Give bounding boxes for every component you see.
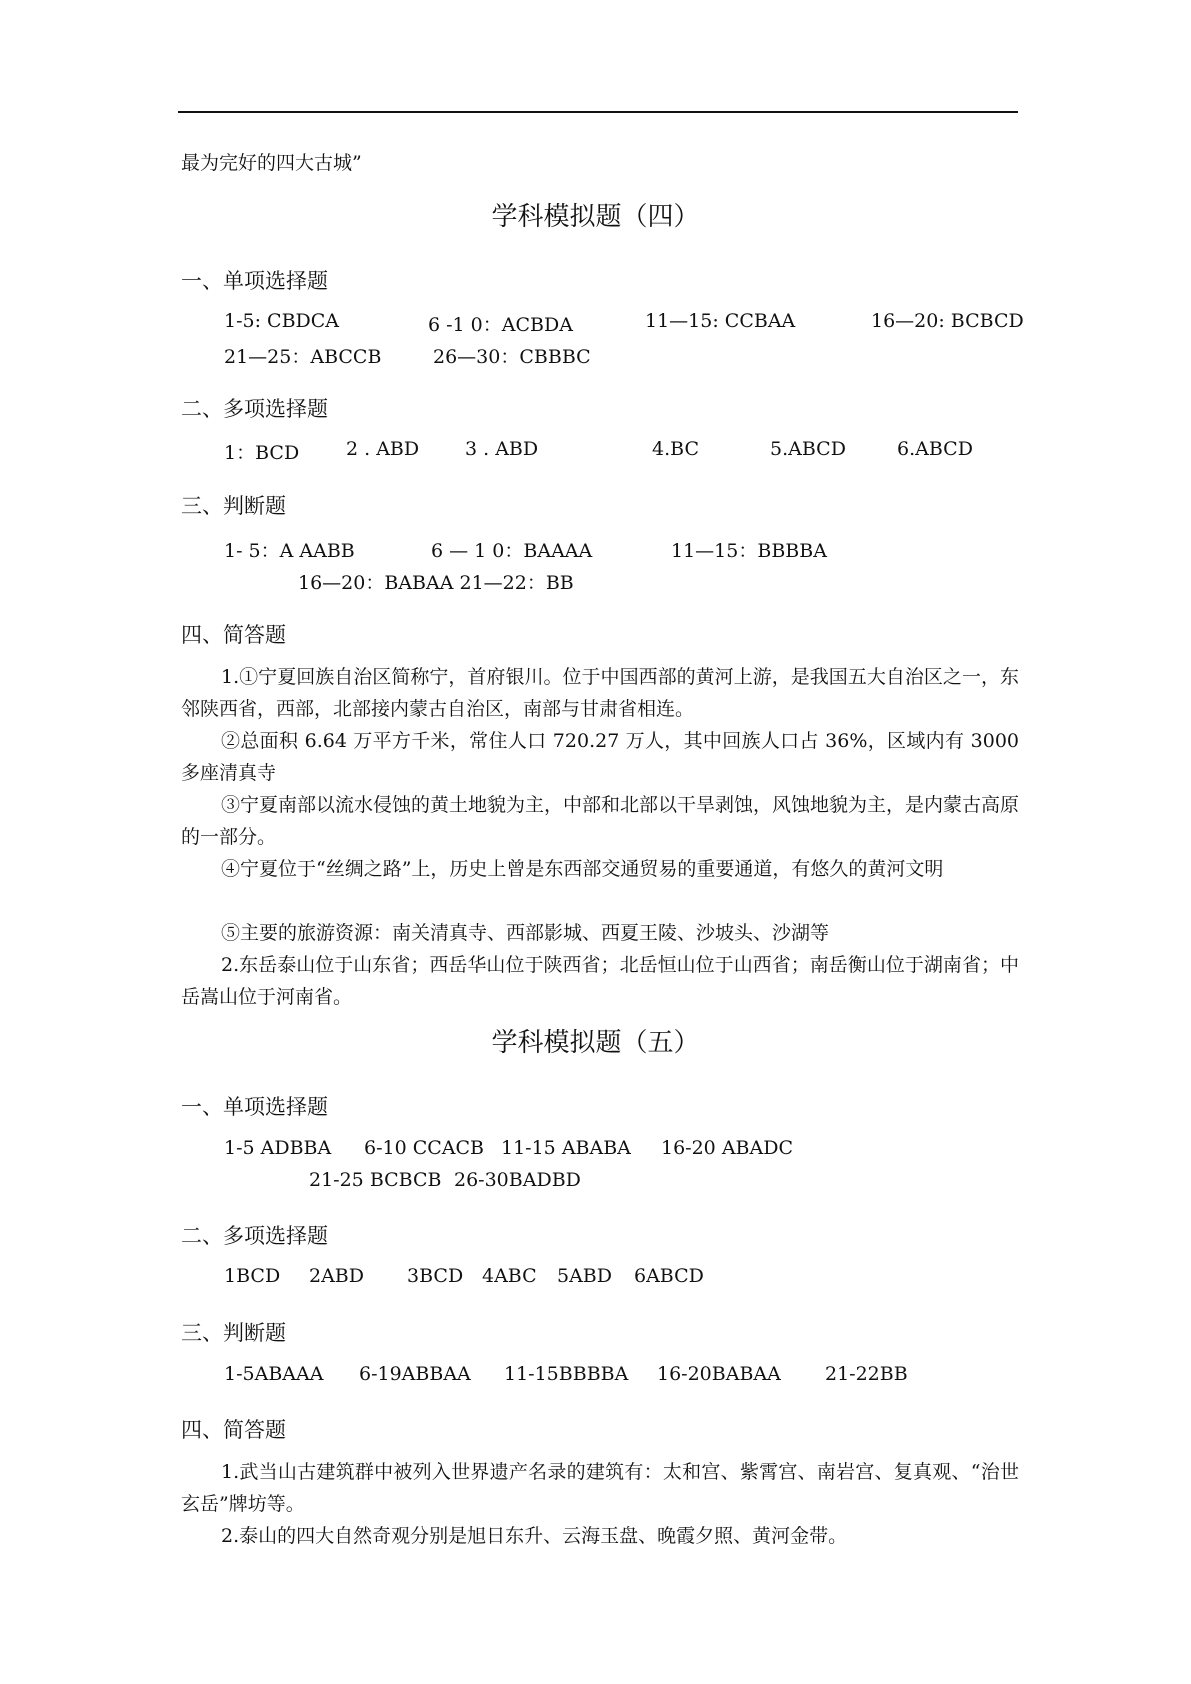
answer-item: 6ABCD: [634, 1265, 704, 1287]
answer-item: 16-20 ABADC: [661, 1137, 793, 1159]
answer-item: 11—15: CCBAA: [645, 310, 796, 332]
answer-paragraph: ④宁夏位于“丝绸之路”上，历史上曾是东西部交通贸易的重要通道，有悠久的黄河文明: [221, 858, 944, 880]
answer-item: 26-30BADBD: [454, 1169, 581, 1191]
answer-item: 3 . ABD: [465, 438, 539, 460]
answer-item: 6.ABCD: [897, 438, 973, 460]
answer-paragraph: ⑤主要的旅游资源：南关清真寺、西部影城、西夏王陵、沙坡头、沙湖等: [221, 922, 830, 944]
answer-item: 1- 5：A AABB: [224, 540, 355, 562]
answer-item: 6 — 1 0：BAAAA: [431, 540, 593, 562]
answer-item: 1BCD: [224, 1265, 281, 1287]
heading-judgement-5: 三、判断题: [181, 1321, 286, 1345]
answer-paragraph: ③宁夏南部以流水侵蚀的黄土地貌为主，中部和北部以干旱剥蚀，风蚀地貌为主，是内蒙古高原的一部分。: [181, 794, 1020, 848]
heading-multi-choice-4: 二、多项选择题: [181, 397, 328, 421]
heading-single-choice-5: 一、单项选择题: [181, 1095, 328, 1119]
answer-item: 16—20: BCBCD: [871, 310, 1024, 332]
answer-item: 21-22BB: [825, 1363, 908, 1385]
section-title-4: 学科模拟题（四）: [491, 202, 700, 232]
section-title-5: 学科模拟题（五）: [491, 1028, 700, 1058]
answer-item: 5ABD: [557, 1265, 613, 1287]
answer-item: 6 -1 0：ACBDA: [428, 314, 573, 336]
heading-single-choice-4: 一、单项选择题: [181, 269, 328, 293]
header-rule: [178, 111, 1018, 113]
heading-short-answer-4: 四、简答题: [181, 623, 286, 647]
answer-item: 6-19ABBAA: [359, 1363, 471, 1385]
answer-item: 21—25：ABCCB: [224, 346, 382, 368]
answer-item: 5.ABCD: [770, 438, 846, 460]
answer-item: 11—15：BBBBA: [671, 540, 827, 562]
answer-item: 11-15BBBBA: [504, 1363, 629, 1385]
answer-item: 3BCD: [407, 1265, 464, 1287]
answer-item: 26—30：CBBBC: [433, 346, 591, 368]
heading-judgement-4: 三、判断题: [181, 494, 286, 518]
answer-item: 1-5: CBDCA: [224, 310, 340, 332]
answer-item: 2 . ABD: [346, 438, 420, 460]
answer-paragraph: 1.①宁夏回族自治区简称宁，首府银川。位于中国西部的黄河上游，是我国五大自治区之一，东邻陕西省，西部，北部接内蒙古自治区，南部与甘肃省相连。: [181, 666, 1019, 720]
answer-item: 6-10 CCACB: [364, 1137, 485, 1159]
answer-item: 1-5ABAAA: [224, 1363, 324, 1385]
answer-item: 16—20：BABAA 21—22：BB: [298, 572, 574, 594]
answer-paragraph: 2.东岳泰山位于山东省；西岳华山位于陕西省；北岳恒山位于山西省；南岳衡山位于湖南省；中岳嵩山位于河南省。: [181, 954, 1019, 1008]
answer-paragraph: ②总面积 6.64 万平方千米，常住人口 720.27 万人，其中回族人口占 36%，区域内有 3000 多座清真寺: [181, 730, 1019, 784]
answer-item: 1：BCD: [224, 442, 300, 464]
heading-multi-choice-5: 二、多项选择题: [181, 1224, 328, 1248]
answer-paragraph: 2.泰山的四大自然奇观分别是旭日东升、云海玉盘、晚霞夕照、黄河金带。: [221, 1525, 848, 1547]
answer-item: 21-25 BCBCB: [309, 1169, 442, 1191]
answer-item: 16-20BABAA: [657, 1363, 781, 1385]
heading-short-answer-5: 四、简答题: [181, 1418, 286, 1442]
continuation-text: 最为完好的四大古城”: [181, 152, 362, 174]
answer-item: 1-5 ADBBA: [224, 1137, 332, 1159]
answer-paragraph: 1.武当山古建筑群中被列入世界遗产名录的建筑有：太和宫、紫霄宫、南岩宫、复真观、“治世玄岳”牌坊等。: [181, 1461, 1019, 1515]
answer-item: 11-15 ABABA: [501, 1137, 631, 1159]
answer-item: 4.BC: [652, 438, 699, 460]
answer-item: 2ABD: [309, 1265, 365, 1287]
answer-item: 4ABC: [482, 1265, 537, 1287]
